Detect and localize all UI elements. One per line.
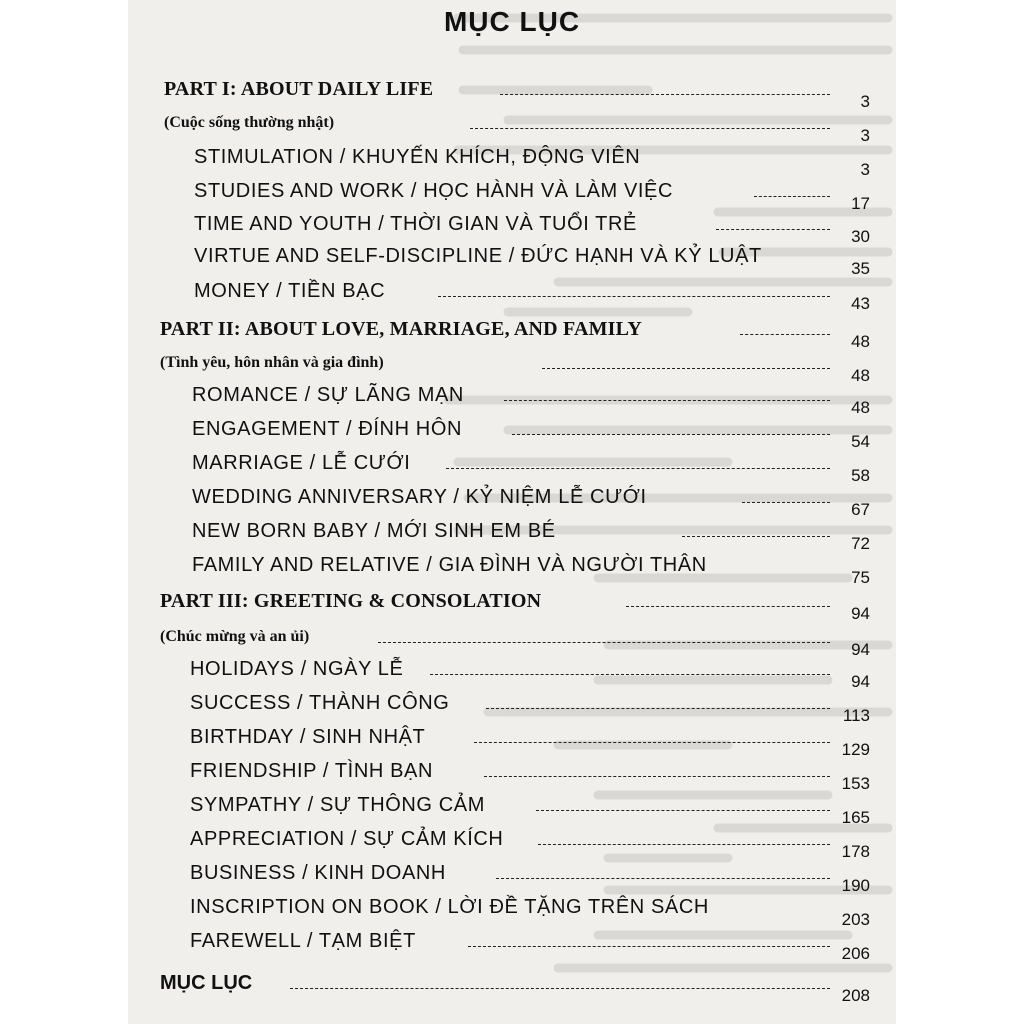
toc-entry-label: SUCCESS / THÀNH CÔNG: [190, 692, 450, 714]
toc-entry-page: 3: [860, 160, 870, 179]
dot-leader: [438, 296, 830, 297]
toc-entry-label: (Tình yêu, hôn nhân và gia đình): [160, 354, 384, 371]
toc-entry-subtitle-3: [160, 626, 870, 659]
toc-entry-page: 208: [841, 986, 870, 1005]
toc-entry-page: 58: [851, 466, 870, 485]
dot-leader: [470, 128, 830, 129]
toc-entry-page: 43: [851, 294, 870, 313]
toc-entry-page: 206: [841, 944, 870, 963]
dot-leader: [754, 196, 830, 197]
toc-entry-page: 54: [851, 432, 870, 451]
toc-entry-page: 94: [851, 640, 870, 659]
toc-entry-label: VIRTUE AND SELF-DISCIPLINE / ĐỨC HẠNH VÀ KỶ LUẬT: [194, 245, 762, 267]
toc-entry-item: [190, 828, 870, 861]
toc-entry-item: [194, 280, 870, 313]
toc-entry-page: 3: [860, 126, 870, 145]
toc-entry-contents: [160, 972, 870, 1005]
toc-entry-label: (Cuộc sống thường nhật): [164, 114, 335, 131]
toc-entry-label: MARRIAGE / LỄ CƯỚI: [192, 452, 411, 474]
toc-entry-item: [192, 520, 870, 553]
toc-entry-label: BIRTHDAY / SINH NHẬT: [190, 726, 426, 748]
toc-entry-part-1: [164, 78, 870, 111]
toc-entry-item: [190, 862, 870, 895]
toc-entry-label: ROMANCE / SỰ LÃNG MẠN: [192, 384, 464, 406]
toc-entry-page: 94: [851, 672, 870, 691]
dot-leader: [500, 94, 830, 95]
dot-leader: [512, 434, 830, 435]
toc-entry-label: ENGAGEMENT / ĐÍNH HÔN: [192, 418, 463, 440]
dot-leader: [486, 708, 830, 709]
dot-leader: [446, 468, 830, 469]
toc-entry-item: [192, 384, 870, 417]
toc-entry-page: 67: [851, 500, 870, 519]
dot-leader: [474, 742, 830, 743]
dot-leader: [536, 810, 830, 811]
toc-entry-item: [192, 554, 870, 587]
toc-entry-label: HOLIDAYS / NGÀY LỄ: [190, 658, 404, 680]
dot-leader: [378, 642, 830, 643]
toc-entry-item: [190, 726, 870, 759]
toc-entry-page: 190: [841, 876, 870, 895]
toc-entry-label: PART I: ABOUT DAILY LIFE: [164, 78, 434, 100]
toc-entry-label: APPRECIATION / SỰ CẢM KÍCH: [190, 828, 504, 850]
toc-entry-page: 30: [851, 227, 870, 246]
toc-entry-label: TIME AND YOUTH / THỜI GIAN VÀ TUỔI TRẺ: [194, 213, 637, 235]
dot-leader: [538, 844, 830, 845]
dot-leader: [740, 334, 830, 335]
toc-entry-item: [192, 418, 870, 451]
toc-entry-label: WEDDING ANNIVERSARY / KỶ NIỆM LỄ CƯỚI: [192, 486, 647, 508]
toc-entry-item: [190, 896, 870, 929]
toc-entry-label: INSCRIPTION ON BOOK / LỜI ĐỀ TẶNG TRÊN SÁCH: [190, 896, 709, 918]
toc-entry-label: PART II: ABOUT LOVE, MARRIAGE, AND FAMILY: [160, 318, 642, 340]
dot-leader: [504, 400, 830, 401]
page-title: MỤC LỤC: [443, 6, 581, 37]
toc-entry-item: [192, 486, 870, 519]
toc-entry-label: NEW BORN BABY / MỚI SINH EM BÉ: [192, 520, 556, 542]
toc-entry-label: BUSINESS / KINH DOANH: [190, 862, 446, 884]
dot-leader: [626, 606, 830, 607]
toc-entry-item: [194, 180, 870, 213]
toc-entry-label: FRIENDSHIP / TÌNH BẠN: [190, 760, 434, 782]
toc-entry-label: MỤC LỤC: [160, 972, 253, 994]
toc-entry-page: 75: [851, 568, 870, 587]
toc-entry-page: 72: [851, 534, 870, 553]
toc-entry-label: FAMILY AND RELATIVE / GIA ĐÌNH VÀ NGƯỜI THÂN: [192, 554, 707, 576]
toc-entry-part-3: [160, 590, 870, 623]
toc-entry-item: [194, 213, 870, 246]
toc-entry-label: STUDIES AND WORK / HỌC HÀNH VÀ LÀM VIỆC: [194, 180, 674, 202]
toc-entry-part-2: [160, 318, 870, 351]
dot-leader: [496, 878, 830, 879]
toc-entry-label: STIMULATION / KHUYẾN KHÍCH, ĐỘNG VIÊN: [194, 146, 641, 168]
toc-entry-item: [194, 245, 870, 278]
toc-entry-page: 165: [841, 808, 870, 827]
dot-leader: [716, 229, 830, 230]
toc-entry-label: FAREWELL / TẠM BIỆT: [190, 930, 416, 952]
toc-entry-page: 48: [851, 398, 870, 417]
toc-entry-label: SYMPATHY / SỰ THÔNG CẢM: [190, 794, 485, 816]
toc-entry-page: 17: [851, 194, 870, 213]
toc-entry-page: 113: [842, 706, 870, 725]
toc-entry-item: [194, 146, 870, 179]
toc-entry-label: MONEY / TIỀN BẠC: [194, 280, 386, 302]
toc-entry-item: [190, 658, 870, 691]
dot-leader: [430, 674, 830, 675]
toc-entry-page: 129: [841, 740, 870, 759]
toc-entry-label: PART III: GREETING & CONSOLATION: [160, 590, 542, 612]
toc-entry-item: [192, 452, 870, 485]
toc-entry-page: 203: [841, 910, 870, 929]
dot-leader: [742, 502, 830, 503]
dot-leader: [484, 776, 830, 777]
toc-entry-page: 48: [851, 366, 870, 385]
toc-entry-subtitle-1: [164, 112, 870, 145]
toc-entry-page: 3: [860, 92, 870, 111]
dot-leader: [542, 368, 830, 369]
toc-entry-item: [190, 760, 870, 793]
toc-entry-item: [190, 794, 870, 827]
toc-entry-subtitle-2: [160, 352, 870, 385]
toc-entry-page: 48: [851, 332, 870, 351]
toc-entry-page: 178: [841, 842, 870, 861]
dot-leader: [682, 536, 830, 537]
toc-entry-item: [190, 930, 870, 963]
toc-entry-page: 35: [851, 259, 870, 278]
dot-leader: [290, 988, 830, 989]
toc-entry-item: [190, 692, 870, 725]
book-page: [128, 0, 896, 1024]
toc-entry-page: 153: [841, 774, 870, 793]
toc-entry-label: (Chúc mừng và an ủi): [160, 628, 310, 645]
toc-entry-page: 94: [851, 604, 870, 623]
dot-leader: [468, 946, 830, 947]
